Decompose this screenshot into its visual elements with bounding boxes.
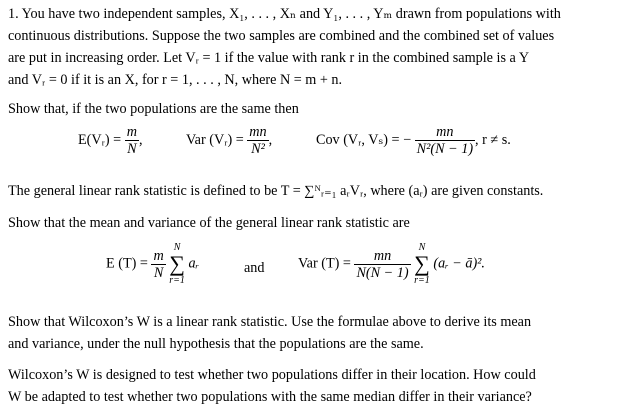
variance-t-formula (298, 242, 485, 286)
covariance-v-formula (316, 124, 511, 157)
vt-fraction (354, 248, 410, 281)
show-same-text: Show that, if the two populations are the same then (8, 101, 299, 117)
cov-denominator: N²(N − 1) (416, 141, 474, 157)
linear-rank-definition: The general linear rank statistic is defined to be T = ∑ᴺᵣ₌₁ aᵣVᵣ, where (aᵣ) are given constants. (8, 183, 544, 199)
vt-sum-lower: r=1 (414, 275, 430, 286)
vt-lhs: Var (T) = (298, 255, 351, 272)
vt-denominator: N(N − 1) (356, 264, 409, 281)
cov-numerator: mn (415, 124, 475, 141)
var-v-lhs: Var (Vᵣ) = (186, 131, 244, 148)
vt-summation (414, 242, 430, 286)
intro-line-2: continuous distributions. Suppose the two samples are combined and the combined set of values (8, 28, 555, 44)
intro-line-3: are put in increasing order. Let Vᵣ = 1 if the value with rank r in the combined sample is a Y (8, 50, 530, 66)
show-mean-var-text: Show that the mean and variance of the general linear rank statistic are (8, 215, 410, 231)
et-sum-upper: N (173, 242, 181, 253)
final-line-2: W be adapted to test whether two populations with the same median differ in their variance? (8, 389, 532, 405)
intro-text-1: You have two independent samples, X₁, . . . , Xₙ and Y₁, . . . , Yₘ drawn from populations with (21, 6, 561, 22)
cov-fraction (415, 124, 475, 157)
sigma-icon: ∑ (169, 251, 185, 276)
ev-fraction (125, 124, 139, 157)
var-v-numerator: mn (249, 124, 267, 140)
ev-lhs: E(Vᵣ) = (78, 131, 122, 148)
cov-condition: , r ≠ s. (475, 131, 511, 148)
problem-number: 1. (8, 6, 19, 22)
final-line-1: Wilcoxon’s W is designed to test whether two populations differ in their location. How could (8, 367, 536, 383)
wilcoxon-line-1: Show that Wilcoxon’s W is a linear rank statistic. Use the formulae above to derive its mean (8, 314, 532, 330)
et-term: aᵣ (188, 255, 200, 272)
ev-numerator: m (126, 124, 137, 140)
et-summation (169, 242, 185, 286)
vt-term: (aᵣ − ā)². (433, 255, 485, 272)
et-sum-lower: r=1 (169, 275, 185, 286)
sigma-icon: ∑ (414, 251, 430, 276)
et-fraction (151, 248, 165, 281)
expectation-v-formula: E(Vᵣ) = $\frac{m}{N}$ , (78, 124, 143, 157)
intro-line-4: and Vᵣ = 0 if it is an X, for r = 1, . . . , N, where N = m + n. (8, 72, 343, 88)
var-v-denominator: N² (251, 141, 265, 157)
ev-denominator: N (127, 141, 137, 157)
variance-v-formula: Var (Vᵣ) = $\frac{mn}{\text{N²}}$ , (186, 124, 273, 157)
and-word: and (244, 260, 265, 276)
et-numerator: m (153, 247, 164, 264)
vt-numerator: mn (354, 248, 410, 265)
expectation-t-formula (106, 242, 199, 286)
et-denominator: N (153, 264, 164, 281)
vt-sum-upper: N (418, 242, 426, 253)
var-v-fraction (247, 124, 268, 157)
wilcoxon-line-2: and variance, under the null hypothesis that the populations are the same. (8, 336, 424, 352)
et-lhs: E (T) = (106, 255, 148, 272)
intro-line-1 (8, 3, 614, 25)
cov-lhs: Cov (Vᵣ, Vₛ) = − (316, 131, 412, 148)
